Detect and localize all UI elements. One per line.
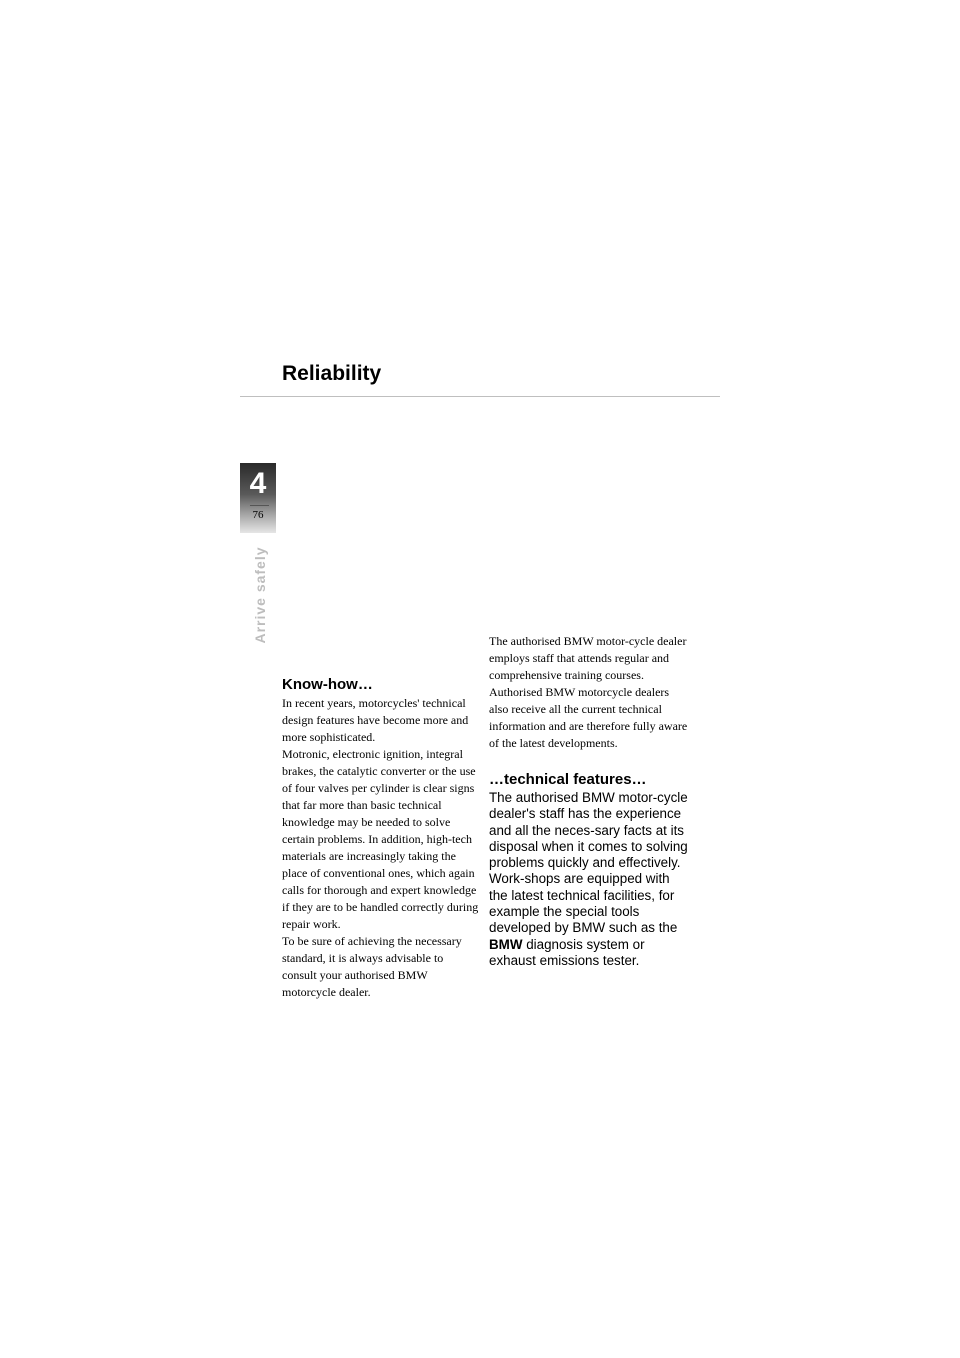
chapter-number: 4 [249,467,267,500]
paragraph: In recent years, motorcycles' technical design features have become more and more sophisticated. [282,696,469,744]
paragraph: Authorised BMW motorcycle dealers also receive all the current technical information and are therefore fully aware of the latest developments. [489,685,688,750]
body-text: The authorised BMW motor-cycle dealer's staff has the experience and all the neces-sary facts at its disposal when it comes to solving problems quickly and effectively. Work-shops are equipped with the latest technical facilities, for example the special tools developed by BMW such as the [489,790,688,936]
chapter-divider [250,505,269,506]
paragraph: Motronic, electronic ignition, integral brakes, the catalytic converter or the use of four valves per cylinder is clear signs that far more than basic technical knowledge may be needed to solve certain problems. In addition, high-tech materials are increasingly taking the place of conventional ones, which again calls for thorough and expert knowledge if they are to be handled correctly during repair work. [282,747,479,931]
title-divider [240,396,720,397]
chapter-tab [240,463,276,533]
page-title: Reliability [282,362,382,385]
paragraph: To be sure of achieving the necessary standard, it is always advisable to consult your authorised BMW motorcycle dealer. [282,934,462,999]
brand-name: BMW [489,936,523,952]
technical-features-body [489,790,689,969]
know-how-heading: Know-how… [282,676,373,693]
section-label: Arrive safely [252,546,268,644]
left-column [282,675,480,1001]
body-text: diagnosis system or exhaust emissions tester. [489,936,645,968]
technical-features-heading: …technical features… [489,771,647,788]
paragraph: The authorised BMW motor-cycle dealer employs staff that attends regular and comprehensive training courses. [489,634,687,682]
page-number: 76 [252,509,264,521]
spacer [489,752,689,770]
right-column [489,633,689,969]
